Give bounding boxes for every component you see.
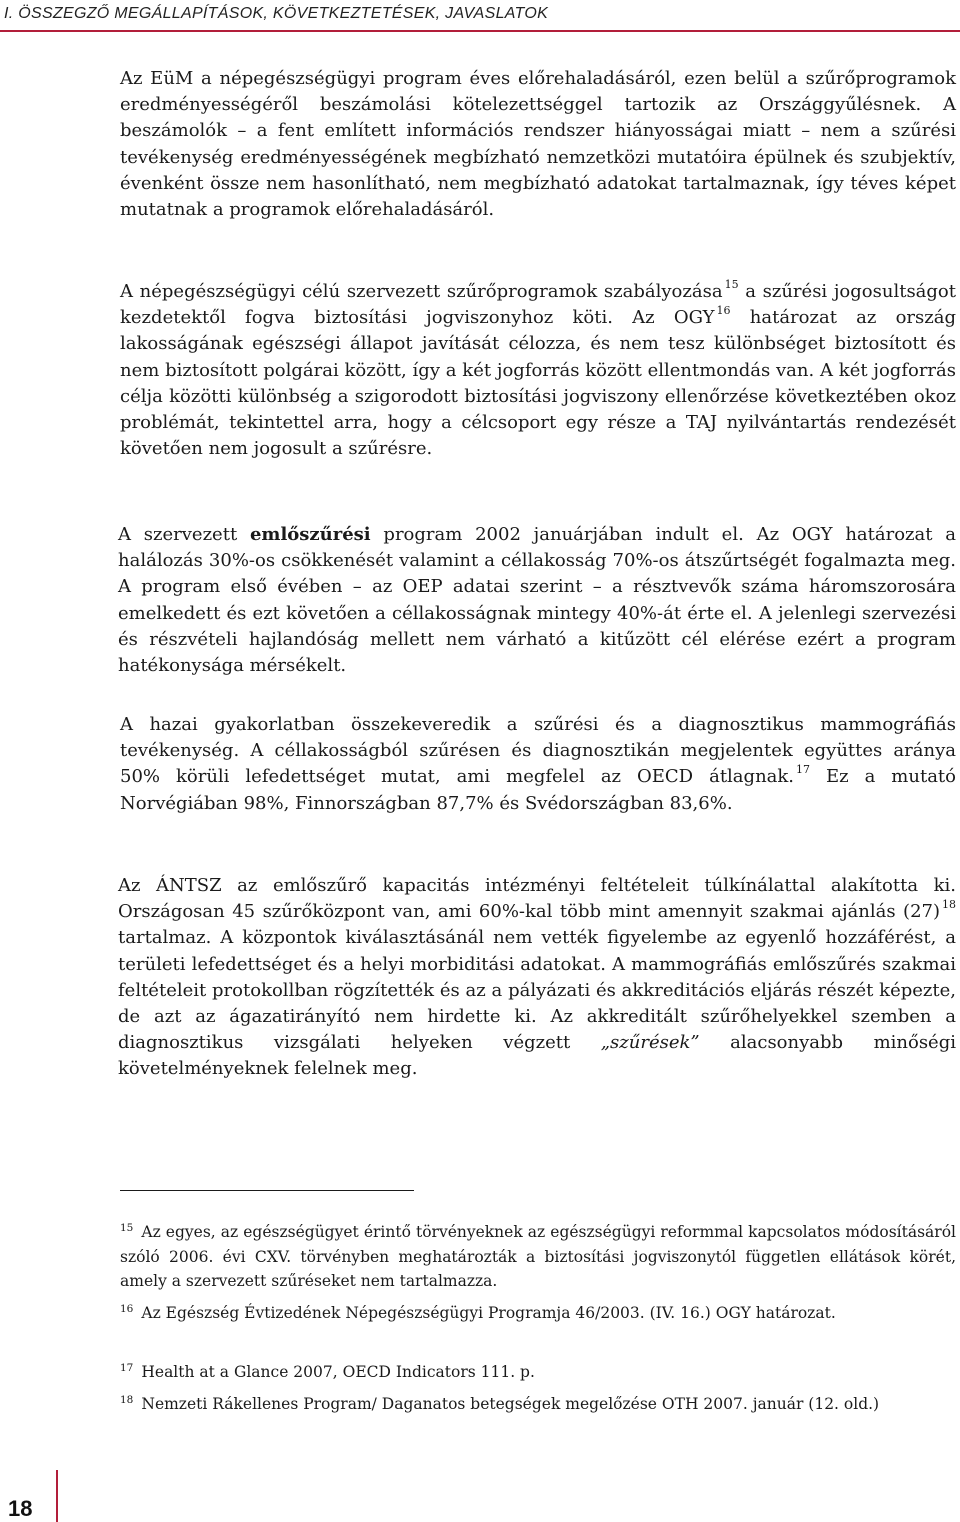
footnote-separator: [120, 1190, 414, 1191]
bold-term: emlőszűrési: [249, 524, 371, 545]
paragraph-text: Ez a mutató Norvégiában 98%, Finnországban 87,7% és Svédországban 83,6%.: [120, 766, 957, 814]
paragraph-text: a szűrési jogosultságot kezdetektől fogva biztosítási jogviszonyhoz köti. Az OGY: [120, 281, 956, 329]
page-number: 18: [8, 1496, 33, 1521]
paragraph-text: határozat az ország lakosságának egészségi állapot javítását célozza, és nem tesz különbséget biztosított és nem biztosított polgárai között, így a két jogforrás között ellentmondás van. A két jogforrás célja közötti különbség a szigorodott biztosítási jogviszony ellenőrzése következtében okoz problémát, tekintettel arra, hogy a célcsoport egy része a TAJ nyilvántartás rendezését követően nem jogosult a szűrésre.: [120, 307, 956, 460]
footnote-15: [120, 1220, 956, 1294]
footnote-16: [120, 1301, 956, 1326]
italic-quote: „szűrések”: [600, 1032, 700, 1054]
footnote-text: Az Egészség Évtizedének Népegészségügyi Programja 46/2003. (IV. 16.) OGY határozat.: [141, 1304, 836, 1322]
footnote-ref-16[interactable]: 16: [716, 304, 731, 318]
chapter-title: I. ÖSSZEGZŐ MEGÁLLAPÍTÁSOK, KÖVETKEZTETÉSEK, JAVASLATOK: [4, 5, 549, 22]
paragraph-text: A népegészségügyi célú szervezett szűrőprogramok szabályozása: [120, 281, 723, 302]
paragraph-text: tartalmaz. A központok kiválasztásánál nem vették figyelembe az egyenlő hozzáférést, a területi lefedettséget és a helyi morbiditási adatokat. A mammográfiás emlőszűrés szakmai feltételeit protokollban rögzítették és az a pályázati és akkreditációs eljárás részét képezte, de azt az ágazatirányító nem hirdette ki. Az akkreditált szűrőhelyekkel szemben a diagnosztikus vizsgálati helyeken végzett: [118, 927, 956, 1054]
footnote-number: 15: [120, 1222, 134, 1234]
paragraph-text: program 2002 januárjában indult el. Az OGY határozat a halálozás 30%-os csökkenését valamint a céllakosság 70%-os átszűrtségét fogalmazta meg. A program első évében – az OEP adatai szerint – a résztvevők száma háromszorosára emelkedett és ezt követően a céllakosságnak mintegy 40%-át érte el. A jelenlegi szervezési és részvételi hajlandóság mellett nem várható a kitűzött cél elérése ezért a program hatékonysága mérsékelt.: [118, 524, 956, 677]
footnote-ref-18[interactable]: 18: [942, 898, 956, 912]
footnote-ref-17[interactable]: 17: [796, 763, 811, 777]
paragraph-text: Az ÁNTSZ az emlőszűrő kapacitás intézményi feltételeit túlkínálattal alakította ki. Országosan 45 szűrőközpont van, ami 60%-kal több mint amennyit szakmai ajánlás (27): [118, 875, 956, 923]
footnote-text: Nemzeti Rákellenes Program/ Daganatos betegségek megelőzése OTH 2007. január (12. old.): [141, 1395, 880, 1413]
footnote-text: Health at a Glance 2007, OECD Indicators 111. p.: [141, 1363, 535, 1381]
paragraph-text: A szervezett: [118, 524, 250, 545]
footnote-ref-15[interactable]: 15: [724, 278, 739, 291]
footnote-17: [120, 1360, 956, 1385]
footnote-number: 16: [120, 1303, 134, 1315]
footnote-number: 17: [120, 1362, 134, 1374]
footnote-text: Az egyes, az egészségügyet érintő törvényeknek az egészségügyi reformmal kapcsolatos módosításáról szóló 2006. évi CXV. törvényben meghatározták a biztosítási jogviszonytól független ellátások körét, amely a szervezett szűréseket nem tartalmazza.: [120, 1223, 956, 1290]
paragraph-text: alacsonyabb minőségi követelményeknek felelnek meg.: [118, 1032, 956, 1080]
running-header: [0, 0, 960, 32]
footnote-18: [120, 1392, 956, 1417]
paragraph-text: A hazai gyakorlatban összekeveredik a szűrési és a diagnosztikus mammográfiás tevékenység. A céllakosságból szűrésen és diagnosztikán megjelentek együttes aránya 50% körüli lefedettséget mutat, ami megfelel az OECD átlagnak.: [120, 714, 956, 788]
footnote-number: 18: [120, 1394, 134, 1406]
paragraph-breast-screening: [118, 522, 956, 679]
paragraph-screening-regulation: [120, 279, 956, 462]
paragraph-mammography-practice: [120, 712, 956, 817]
paragraph-antsz-capacity: [118, 873, 956, 1083]
paragraph-report-obligation: Az EüM a népegészségügyi program éves előrehaladásáról, ezen belül a szűrőprogramok eredményességéről beszámolási kötelezettséggel tartozik az Országgyűlésnek. A beszámolók – a fent említett információs rendszer hiányosságai miatt – nem a szűrési tevékenység eredményességének megbízható nemzetközi mutatóira épülnek és szubjektív, évenként össze nem hasonlítható, nem megbízható adatokat tartalmaznak, így téves képet mutatnak a programok előrehaladásáról.: [120, 68, 956, 221]
